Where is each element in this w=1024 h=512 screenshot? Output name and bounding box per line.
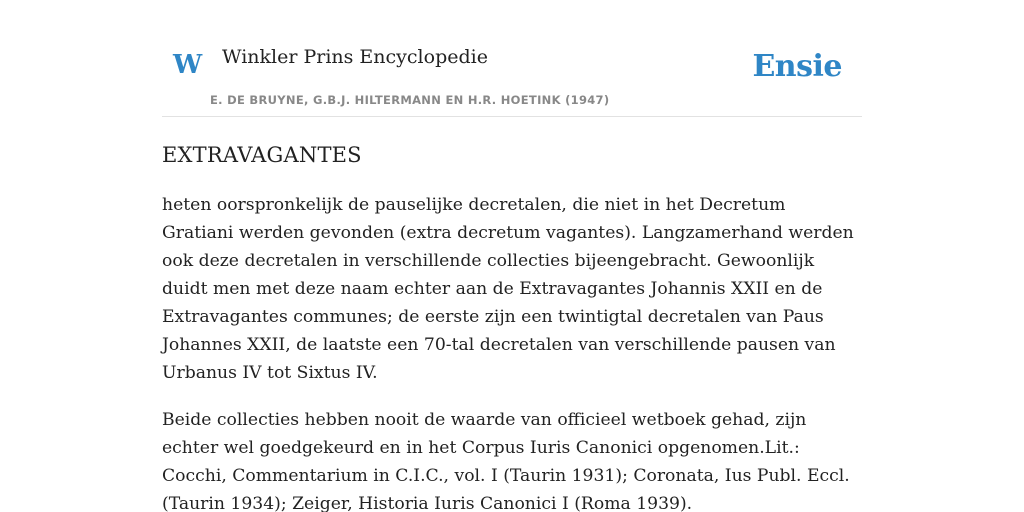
ensie-logo[interactable]: Ensie <box>752 49 842 84</box>
article <box>162 140 862 512</box>
article-paragraph: Beide collecties hebben nooit de waarde van officieel wetboek gehad, zijn echter wel goedgekeurd en in het Corpus Iuris Canonici opgenomen.Lit.: Cocchi, Commentarium in C.I.C., vol. I (Taurin 1931); Coronata, Ius Publ. Eccl. (Taurin 1934); Zeiger, Historia Iuris Canonici I (Roma 1939). <box>162 410 850 512</box>
article-body <box>162 191 862 512</box>
publication-authors: E. DE BRUYNE, G.B.J. HILTERMANN EN H.R. HOETINK (1947) <box>210 93 610 107</box>
article-title: EXTRAVAGANTES <box>162 143 362 167</box>
article-paragraph: heten oorspronkelijk de pauselijke decretalen, die niet in het Decretum Gratiani werden gevonden (extra decretum vagantes). Langzamerhand werden ook deze decretalen in verschillende collecties bijeengebracht. Gewoonlijk duidt men met deze naam echter aan de Extravagantes Johannis XXII en de Extravagantes communes; de eerste zijn een twintigtal decretalen van Paus Johannes XXII, de laatste een 70-tal decretalen van verschillende pausen van Urbanus IV tot Sixtus IV. <box>162 195 854 383</box>
publication-title[interactable]: Winkler Prins Encyclopedie <box>222 46 488 68</box>
header <box>162 0 862 117</box>
winkler-prins-logo[interactable]: W <box>173 50 203 80</box>
